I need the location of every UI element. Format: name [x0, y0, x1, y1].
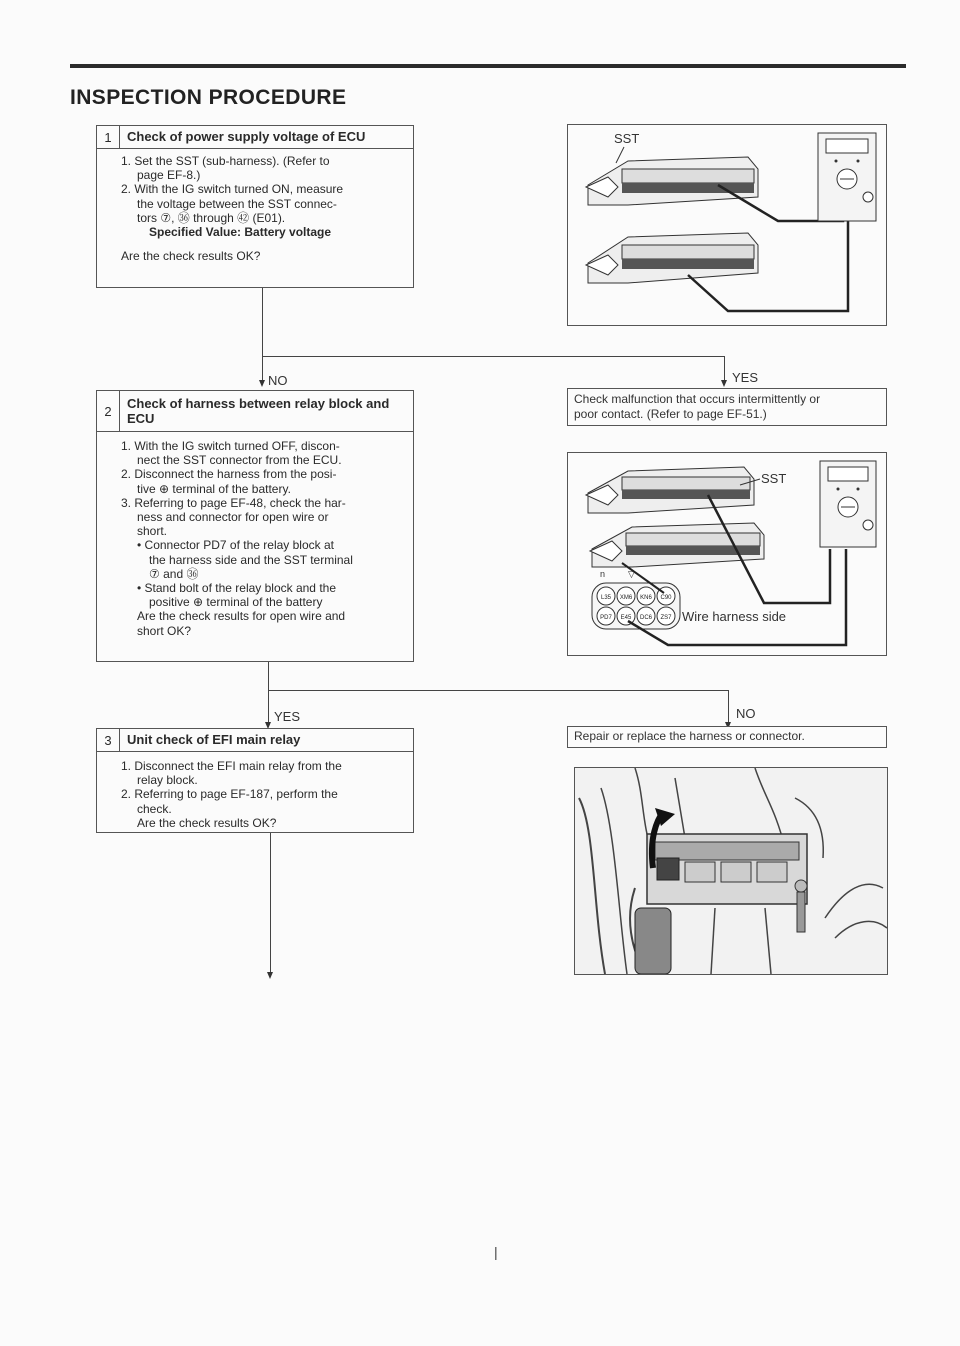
connector-code: L35 — [600, 595, 612, 601]
flow-line — [268, 690, 728, 691]
step-2-line: short OK? — [137, 623, 192, 638]
flow-arrow — [721, 380, 727, 387]
step-2-title: Check of harness between relay block and ECU — [127, 396, 390, 426]
page-title: INSPECTION PROCEDURE — [70, 86, 347, 109]
harness-diagram — [568, 453, 886, 655]
step-1-spacer — [121, 239, 405, 249]
flow-line — [728, 690, 729, 724]
step-2-line: tive ⊕ terminal of the battery. — [137, 481, 291, 496]
sst-label: SST — [761, 471, 787, 486]
no-label: NO — [268, 373, 288, 388]
flow-arrow — [259, 380, 265, 387]
flow-line — [262, 288, 263, 380]
note-line: Check malfunction that occurs intermittently or — [574, 392, 821, 406]
flow-arrow — [267, 972, 273, 979]
step-3-line: 2. Referring to page EF-187, perform the — [121, 787, 338, 802]
yes-label: YES — [732, 370, 759, 385]
multimeter-icon — [818, 133, 876, 221]
step-1-question: Are the check results OK? — [121, 249, 261, 264]
step-2-line: Are the check results for open wire and — [137, 609, 346, 624]
step-1-number: 1 — [97, 126, 120, 148]
sst-connector-lower — [586, 233, 758, 283]
step-3-title: Unit check of EFI main relay — [127, 732, 301, 747]
repair-note — [567, 726, 887, 748]
wire-harness-label: Wire harness side — [682, 609, 787, 624]
flow-line — [724, 356, 725, 380]
intermittent-note — [567, 388, 887, 426]
step-1-header — [97, 126, 413, 149]
sst-connector-lower — [590, 523, 764, 567]
relay-connector-pd7 — [592, 569, 680, 629]
step-2-line: • Stand bolt of the relay block and the — [137, 581, 336, 596]
no-label: NO — [736, 706, 756, 721]
step-2-header — [97, 391, 413, 432]
multimeter-icon — [820, 461, 876, 547]
step-3-box — [96, 728, 414, 833]
step-3-header — [97, 729, 413, 752]
step-1-line: tors ⑦, ㊱ through ㊷ (E01). — [137, 210, 286, 225]
step-3-body — [121, 759, 405, 830]
step-2-line: short. — [137, 524, 168, 539]
step-2-line: 3. Referring to page EF-48, check the har- — [121, 495, 346, 510]
note-line: poor contact. (Refer to page EF-51.) — [574, 407, 767, 421]
engine-bay-illustration — [575, 768, 887, 974]
step-3-number: 3 — [97, 729, 120, 751]
repair-text: Repair or replace the harness or connector. — [574, 729, 805, 743]
sst-connector-upper — [586, 467, 754, 513]
svg-text:▽: ▽ — [628, 569, 635, 579]
page-footer-mark: | — [494, 1244, 498, 1260]
step-1-body — [121, 154, 405, 263]
step-2-line: the harness side and the SST terminal — [149, 552, 353, 567]
figure-relay-block-location — [574, 767, 888, 975]
step-3-line: relay block. — [137, 773, 198, 788]
step-2-line: 1. With the IG switch turned OFF, discon- — [121, 439, 340, 453]
figure-harness-check — [567, 452, 887, 656]
svg-text:n: n — [600, 569, 606, 579]
yes-label: YES — [274, 709, 301, 724]
step-1-title: Check of power supply voltage of ECU — [127, 129, 366, 144]
sst-diagram — [568, 125, 886, 325]
connector-code: E45 — [620, 615, 632, 621]
step-1-line: page EF-8.) — [137, 168, 201, 183]
step-1-spec: Specified Value: Battery voltage — [149, 225, 332, 240]
step-1-box — [96, 125, 414, 288]
connector-code: KN6 — [640, 595, 652, 601]
step-3-line: check. — [137, 801, 172, 816]
top-rule — [70, 64, 906, 68]
connector-code: DC6 — [639, 615, 653, 621]
step-3-line: 1. Disconnect the EFI main relay from the — [121, 759, 342, 773]
flow-line — [270, 833, 271, 973]
flow-line — [262, 356, 724, 357]
sst-label: SST — [614, 131, 640, 146]
connector-code: XM6 — [619, 595, 633, 601]
flow-line — [268, 662, 269, 724]
step-3-line: Are the check results OK? — [137, 815, 277, 830]
figure-sst-voltage — [567, 124, 887, 326]
step-2-box — [96, 390, 414, 662]
step-2-line: • Connector PD7 of the relay block at — [137, 538, 334, 553]
step-2-number: 2 — [97, 391, 120, 431]
step-2-line: ⑦ and ㊱ — [149, 566, 199, 581]
step-1-line: the voltage between the SST connec- — [137, 196, 337, 211]
step-2-body — [121, 439, 405, 638]
sst-connector-upper — [586, 157, 758, 205]
step-2-line: positive ⊕ terminal of the battery — [149, 595, 323, 610]
step-2-line: ness and connector for open wire or — [137, 510, 329, 525]
efi-main-relay — [657, 858, 679, 880]
step-2-line: nect the SST connector from the ECU. — [137, 453, 342, 468]
step-1-line: 2. With the IG switch turned ON, measure — [121, 182, 344, 197]
connector-code: C90 — [660, 595, 672, 601]
connector-code: PD7 — [600, 615, 612, 621]
step-1-line: 1. Set the SST (sub-harness). (Refer to — [121, 154, 330, 168]
step-2-line: 2. Disconnect the harness from the posi- — [121, 467, 337, 482]
connector-code: ZS7 — [660, 615, 672, 621]
